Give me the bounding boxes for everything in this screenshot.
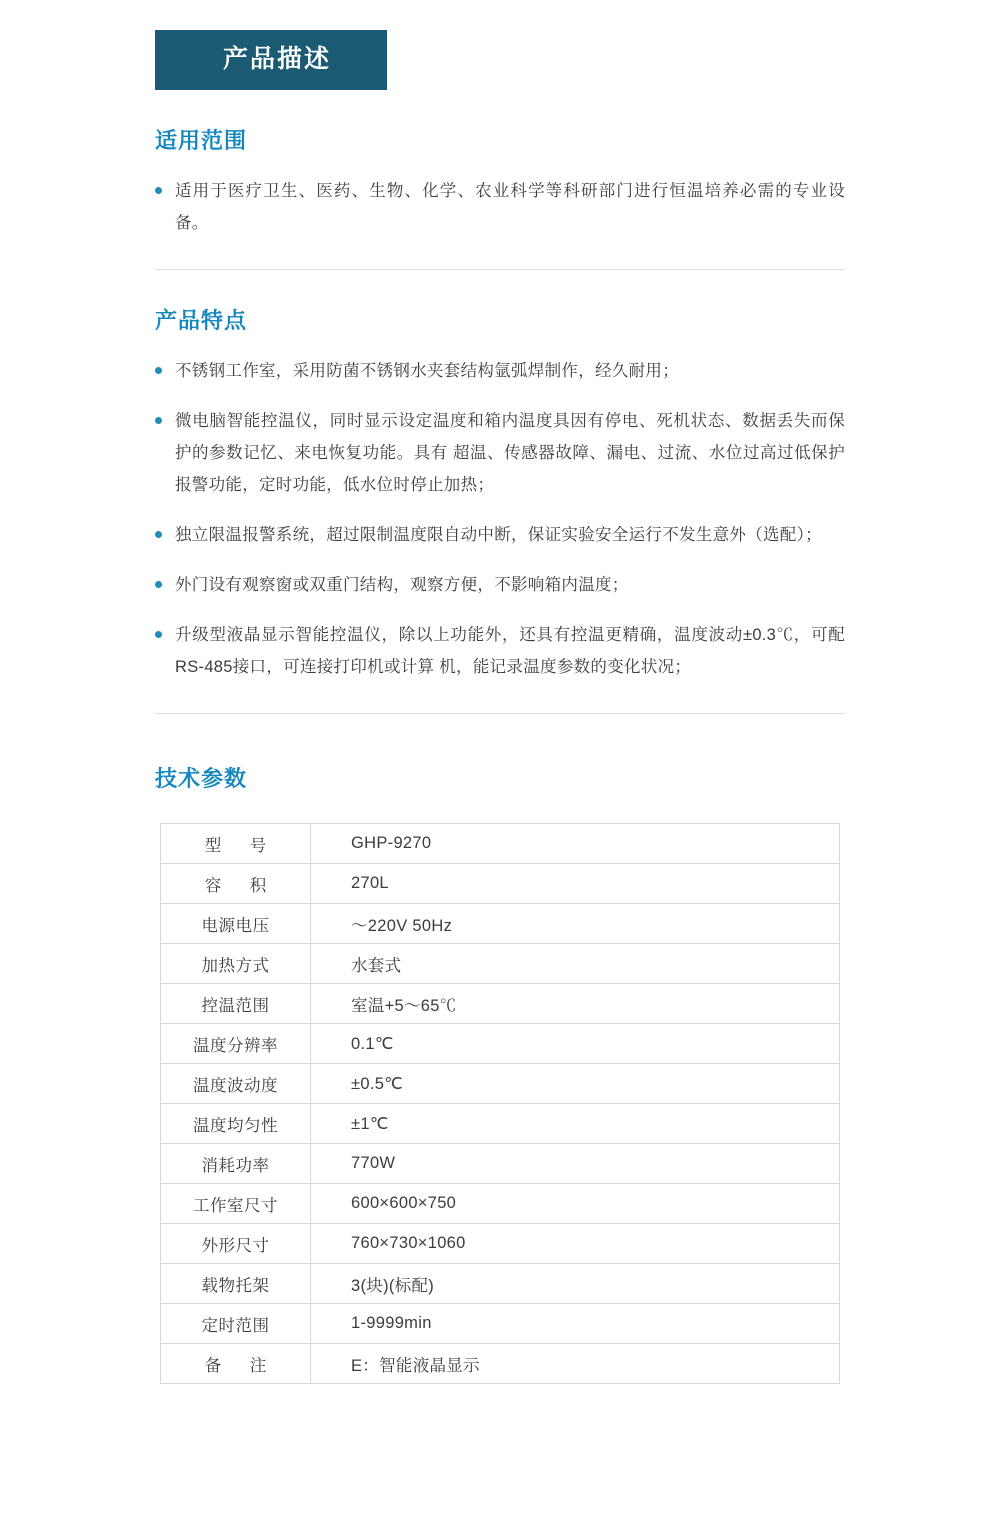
spec-value: GHP-9270 bbox=[311, 824, 840, 864]
list-item bbox=[155, 619, 845, 683]
list-item bbox=[155, 569, 845, 601]
section-title-tech: 技术参数 bbox=[155, 766, 248, 791]
table-row bbox=[161, 1144, 840, 1184]
table-row bbox=[161, 1304, 840, 1344]
table-row bbox=[161, 824, 840, 864]
spec-label bbox=[161, 864, 311, 904]
table-row bbox=[161, 1344, 840, 1384]
spec-table-body bbox=[161, 824, 840, 1384]
section-title-features: 产品特点 bbox=[155, 308, 248, 333]
spec-label: 工作室尺寸 bbox=[161, 1184, 311, 1224]
spec-label bbox=[161, 1344, 311, 1384]
list-item bbox=[155, 175, 845, 239]
section-scope bbox=[0, 124, 1000, 239]
list-item-text: 升级型液晶显示智能控温仪，除以上功能外，还具有控温更精确，温度波动±0.3℃，可配RS-485接口，可连接打印机或计算 机，能记录温度参数的变化状况； bbox=[175, 626, 845, 676]
table-row bbox=[161, 1064, 840, 1104]
divider bbox=[155, 269, 845, 270]
bullet-dot-icon bbox=[155, 581, 162, 588]
spec-value: 0.1℃ bbox=[311, 1024, 840, 1064]
list-item-text: 适用于医疗卫生、医药、生物、化学、农业科学等科研部门进行恒温培养必需的专业设备。 bbox=[175, 182, 845, 232]
section-tech bbox=[0, 762, 1000, 793]
table-row bbox=[161, 1104, 840, 1144]
spec-table-container bbox=[0, 823, 1000, 1384]
section-title-scope: 适用范围 bbox=[155, 128, 248, 153]
spec-label: 外形尺寸 bbox=[161, 1224, 311, 1264]
page-title: 产品描述 bbox=[155, 30, 387, 90]
spec-label: 温度波动度 bbox=[161, 1064, 311, 1104]
list-item-text: 微电脑智能控温仪，同时显示设定温度和箱内温度具因有停电、死机状态、数据丢失而保护的参数记忆、来电恢复功能。具有 超温、传感器故障、漏电、过流、水位过高过低保护报警功能，定时功能，低水位时停止加热； bbox=[175, 412, 845, 494]
list-item-text: 外门设有观察窗或双重门结构，观察方便，不影响箱内温度； bbox=[175, 576, 629, 594]
list-item bbox=[155, 355, 845, 387]
spec-label: 温度分辨率 bbox=[161, 1024, 311, 1064]
list-item bbox=[155, 519, 845, 551]
table-row bbox=[161, 904, 840, 944]
list-item-text: 独立限温报警系统，超过限制温度限自动中断，保证实验安全运行不发生意外（选配）； bbox=[175, 526, 822, 544]
bullet-dot-icon bbox=[155, 367, 162, 374]
bullet-dot-icon bbox=[155, 417, 162, 424]
table-row bbox=[161, 1264, 840, 1304]
spec-value: ±1℃ bbox=[311, 1104, 840, 1144]
table-row bbox=[161, 1224, 840, 1264]
spec-label: 温度均匀性 bbox=[161, 1104, 311, 1144]
spec-label: 电源电压 bbox=[161, 904, 311, 944]
list-item-text: 不锈钢工作室，采用防菌不锈钢水夹套结构氩弧焊制作，经久耐用； bbox=[175, 362, 679, 380]
divider bbox=[155, 713, 845, 714]
spec-label-text: 型 号 bbox=[204, 836, 273, 855]
table-row bbox=[161, 1024, 840, 1064]
spec-value: ～220V 50Hz bbox=[311, 904, 840, 944]
spec-label bbox=[161, 824, 311, 864]
spec-label-text: 备 注 bbox=[204, 1356, 273, 1375]
features-list bbox=[155, 355, 845, 683]
spec-value: 270L bbox=[311, 864, 840, 904]
spec-label: 载物托架 bbox=[161, 1264, 311, 1304]
spec-label: 控温范围 bbox=[161, 984, 311, 1024]
spec-table bbox=[160, 823, 840, 1384]
spec-value: 3(块)(标配) bbox=[311, 1264, 840, 1304]
spec-value: E：智能液晶显示 bbox=[311, 1344, 840, 1384]
table-row bbox=[161, 1184, 840, 1224]
spec-label: 加热方式 bbox=[161, 944, 311, 984]
spec-label-text: 容 积 bbox=[204, 876, 273, 895]
list-item bbox=[155, 405, 845, 501]
spec-value: 600×600×750 bbox=[311, 1184, 840, 1224]
bullet-dot-icon bbox=[155, 531, 162, 538]
bullet-dot-icon bbox=[155, 631, 162, 638]
scope-list bbox=[155, 175, 845, 239]
spec-label: 消耗功率 bbox=[161, 1144, 311, 1184]
table-row bbox=[161, 984, 840, 1024]
spec-value: 室温+5～65℃ bbox=[311, 984, 840, 1024]
table-row bbox=[161, 864, 840, 904]
spec-value: 770W bbox=[311, 1144, 840, 1184]
spec-value: ±0.5℃ bbox=[311, 1064, 840, 1104]
spec-value: 760×730×1060 bbox=[311, 1224, 840, 1264]
section-features bbox=[0, 304, 1000, 683]
banner-container bbox=[0, 0, 1000, 90]
spec-value: 水套式 bbox=[311, 944, 840, 984]
spec-label: 定时范围 bbox=[161, 1304, 311, 1344]
bullet-dot-icon bbox=[155, 187, 162, 194]
table-row bbox=[161, 944, 840, 984]
spec-value: 1-9999min bbox=[311, 1304, 840, 1344]
